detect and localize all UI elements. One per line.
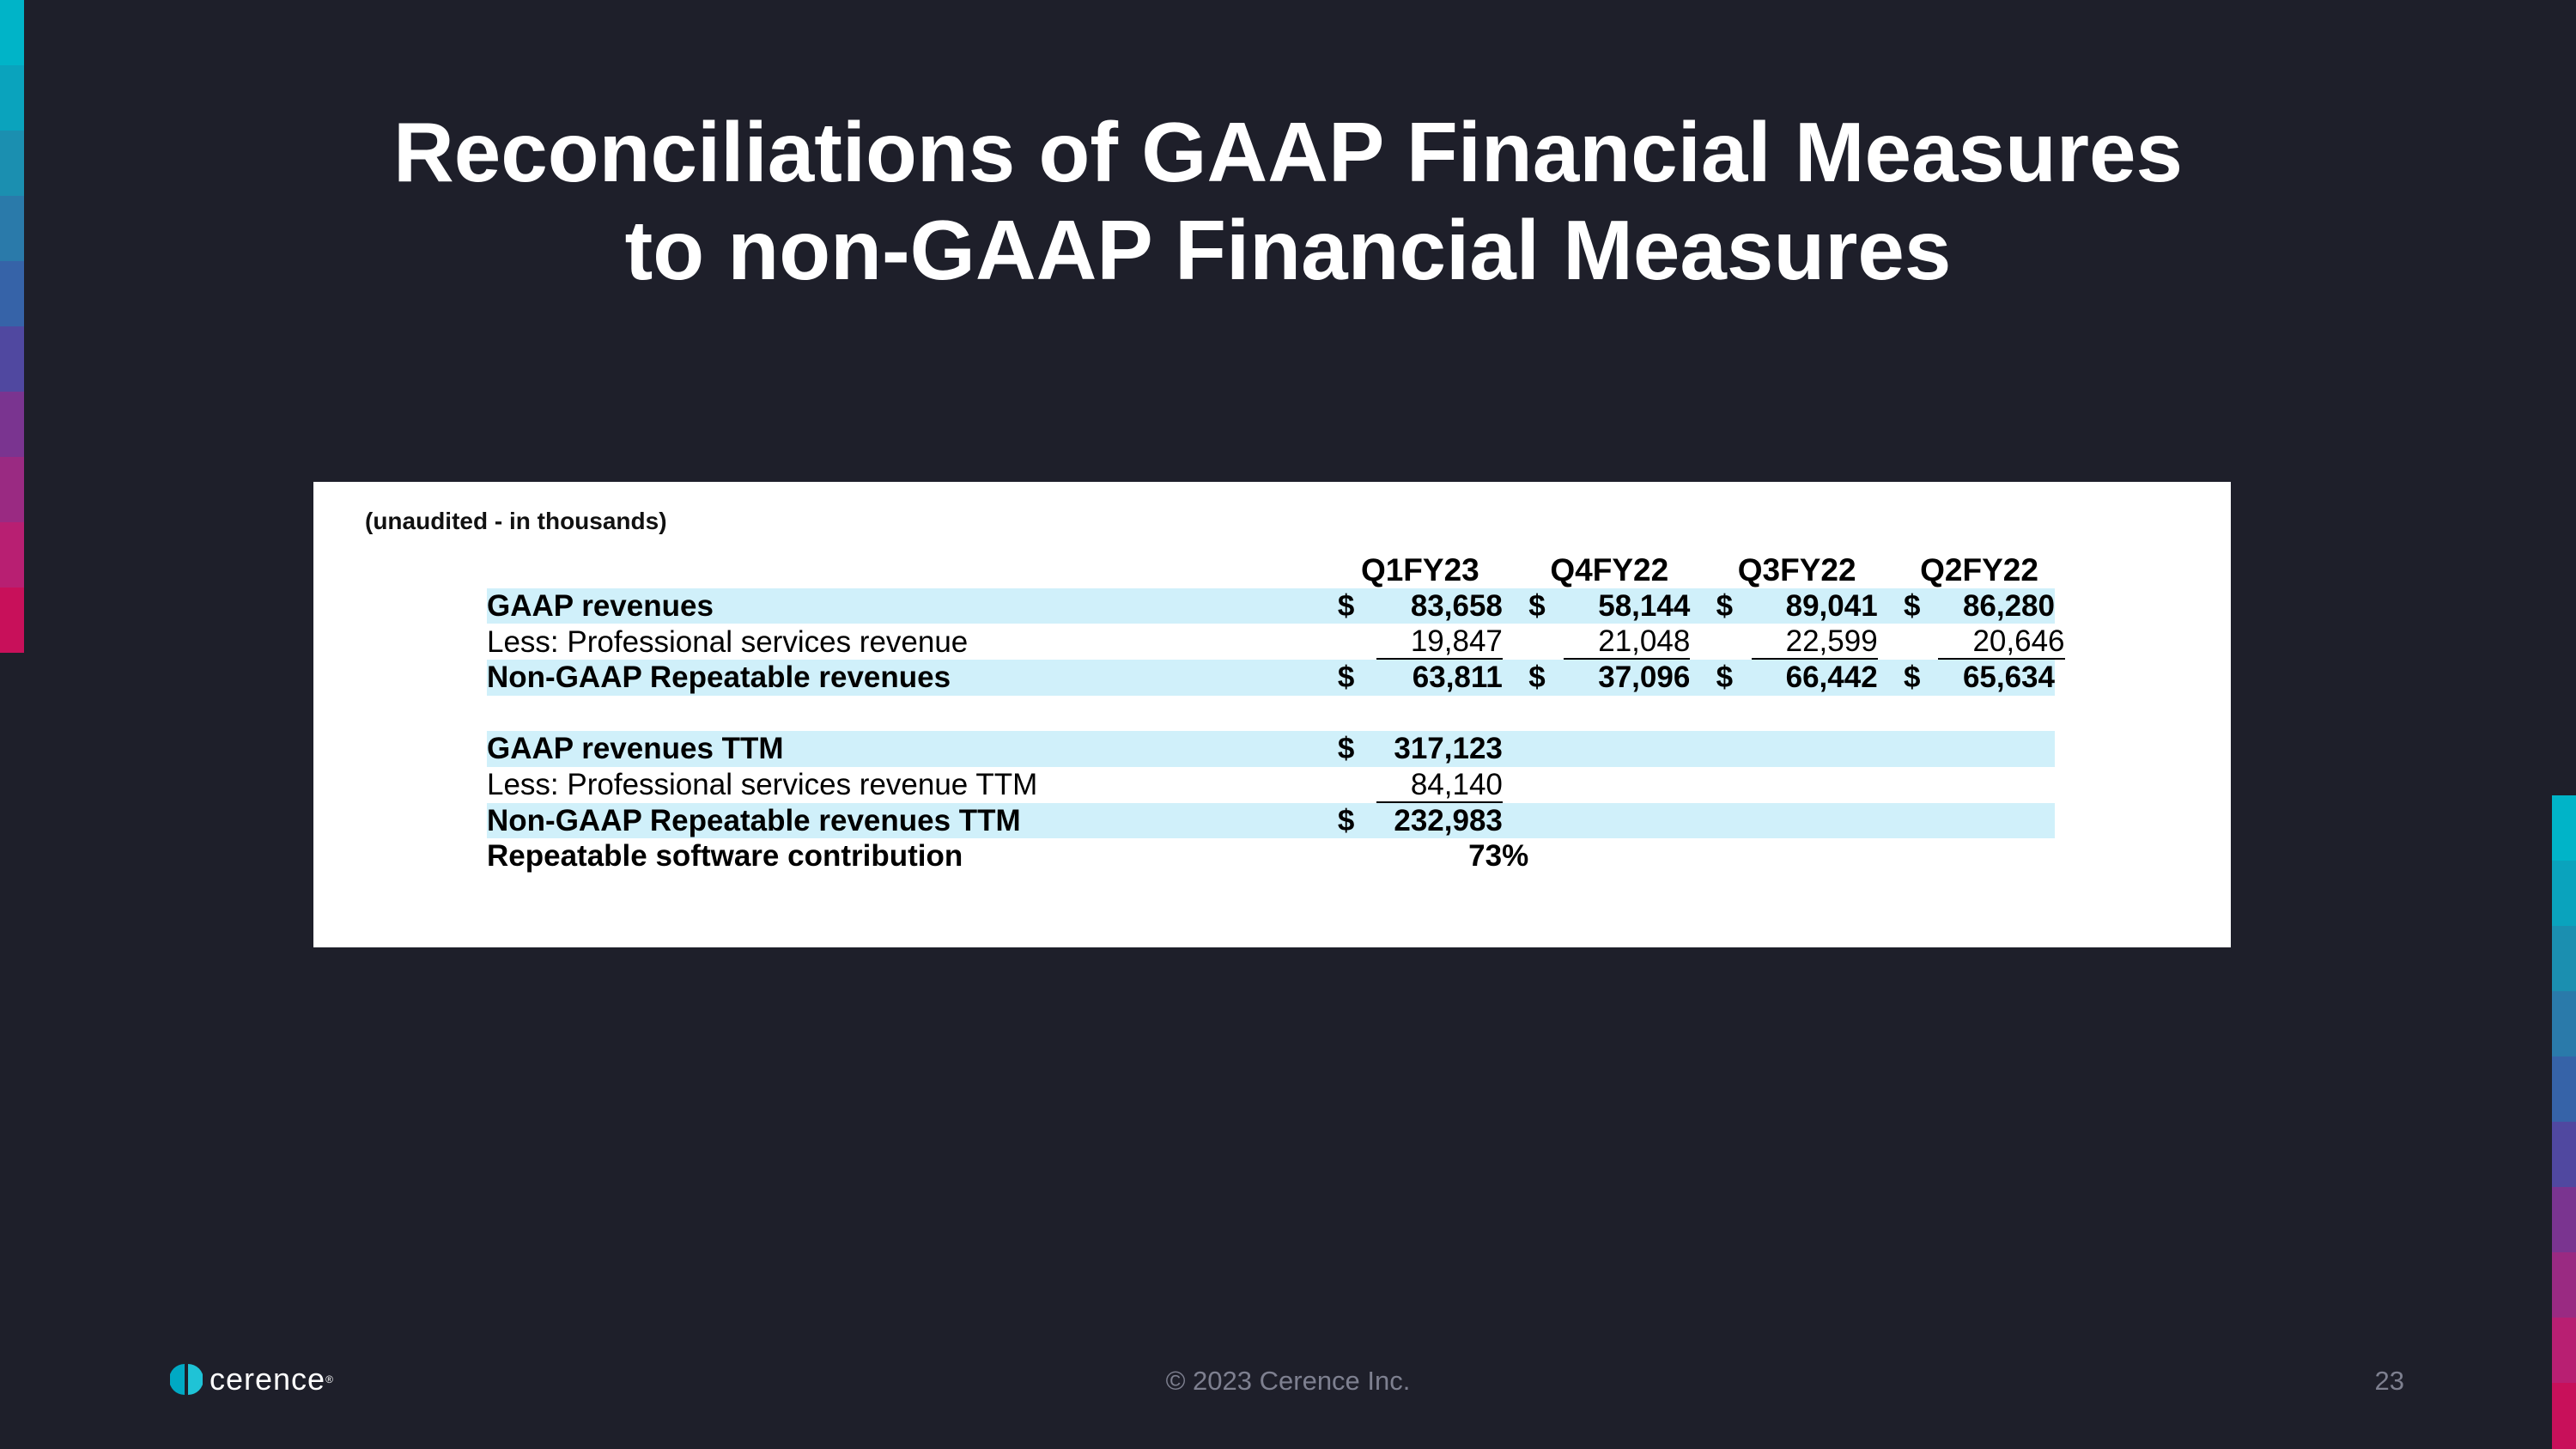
table-row-non-gaap-repeatable — [487, 660, 2055, 696]
reconciliation-table — [487, 552, 2065, 874]
row-label: Non-GAAP Repeatable revenues — [487, 660, 1338, 696]
cell-value: 21,048 — [1564, 625, 1690, 660]
currency-symbol: $ — [1338, 803, 1372, 839]
cerence-wordmark: cerence — [210, 1361, 326, 1397]
cell-value: 63,811 — [1372, 660, 1503, 696]
currency-symbol: $ — [1528, 660, 1563, 696]
cell-value: 73% — [1468, 839, 1529, 874]
row-label: GAAP revenues — [487, 588, 1338, 624]
row-label: Non-GAAP Repeatable revenues TTM — [487, 803, 1338, 839]
reconciliation-panel — [313, 482, 2231, 947]
table-row-repeatable-contribution — [487, 838, 2055, 874]
left-color-stripe — [0, 0, 24, 653]
column-header: Q4FY22 — [1550, 552, 1669, 588]
currency-symbol: $ — [1528, 588, 1563, 624]
cell-value: 89,041 — [1751, 588, 1878, 624]
cell-value: 37,096 — [1564, 660, 1691, 696]
copyright-text: © 2023 Cerence Inc. — [1165, 1366, 1411, 1396]
cell-value: 20,646 — [1938, 625, 2064, 660]
cell-value: 65,634 — [1938, 660, 2055, 696]
page-number: 23 — [2374, 1366, 2404, 1396]
cell-value: 86,280 — [1938, 588, 2055, 624]
table-row-non-gaap-repeatable-ttm — [487, 803, 2055, 839]
cell-value: 22,599 — [1752, 625, 1878, 660]
column-header: Q2FY22 — [1920, 552, 2038, 588]
currency-symbol: $ — [1338, 660, 1372, 696]
row-label: GAAP revenues TTM — [487, 731, 1338, 767]
table-header-row — [487, 552, 2055, 588]
cell-value: 84,140 — [1376, 769, 1503, 803]
table-row-gaap-revenues — [487, 588, 2055, 624]
cell-value: 317,123 — [1372, 731, 1503, 767]
right-color-stripe — [2552, 795, 2576, 1449]
trademark-symbol: ® — [325, 1373, 333, 1385]
column-header: Q3FY22 — [1737, 552, 1856, 588]
table-row-professional-services-ttm — [487, 767, 2055, 803]
cell-value: 66,442 — [1751, 660, 1878, 696]
currency-symbol: $ — [1716, 588, 1751, 624]
table-note: (unaudited - in thousands) — [365, 508, 667, 534]
currency-symbol: $ — [1716, 660, 1751, 696]
currency-symbol: $ — [1338, 588, 1372, 624]
column-header: Q1FY23 — [1360, 552, 1479, 588]
table-row-professional-services — [487, 624, 2055, 660]
row-label: Less: Professional services revenue TTM — [487, 768, 1038, 801]
cell-value: 83,658 — [1372, 588, 1503, 624]
row-label: Repeatable software contribution — [487, 839, 963, 874]
cell-value: 232,983 — [1372, 803, 1503, 839]
table-row-gaap-revenues-ttm — [487, 731, 2055, 767]
cell-value: 58,144 — [1564, 588, 1691, 624]
slide-title-line-2: to non-GAAP Financial Measures — [624, 203, 1952, 297]
currency-symbol: $ — [1904, 660, 1938, 696]
slide-title — [0, 103, 2576, 299]
row-label: Less: Professional services revenue — [487, 624, 969, 659]
slide-title-line-1: Reconciliations of GAAP Financial Measures — [393, 105, 2183, 199]
table-spacer-row — [487, 696, 2055, 732]
currency-symbol: $ — [1338, 731, 1372, 767]
currency-symbol: $ — [1904, 588, 1938, 624]
cell-value: 19,847 — [1376, 625, 1503, 660]
